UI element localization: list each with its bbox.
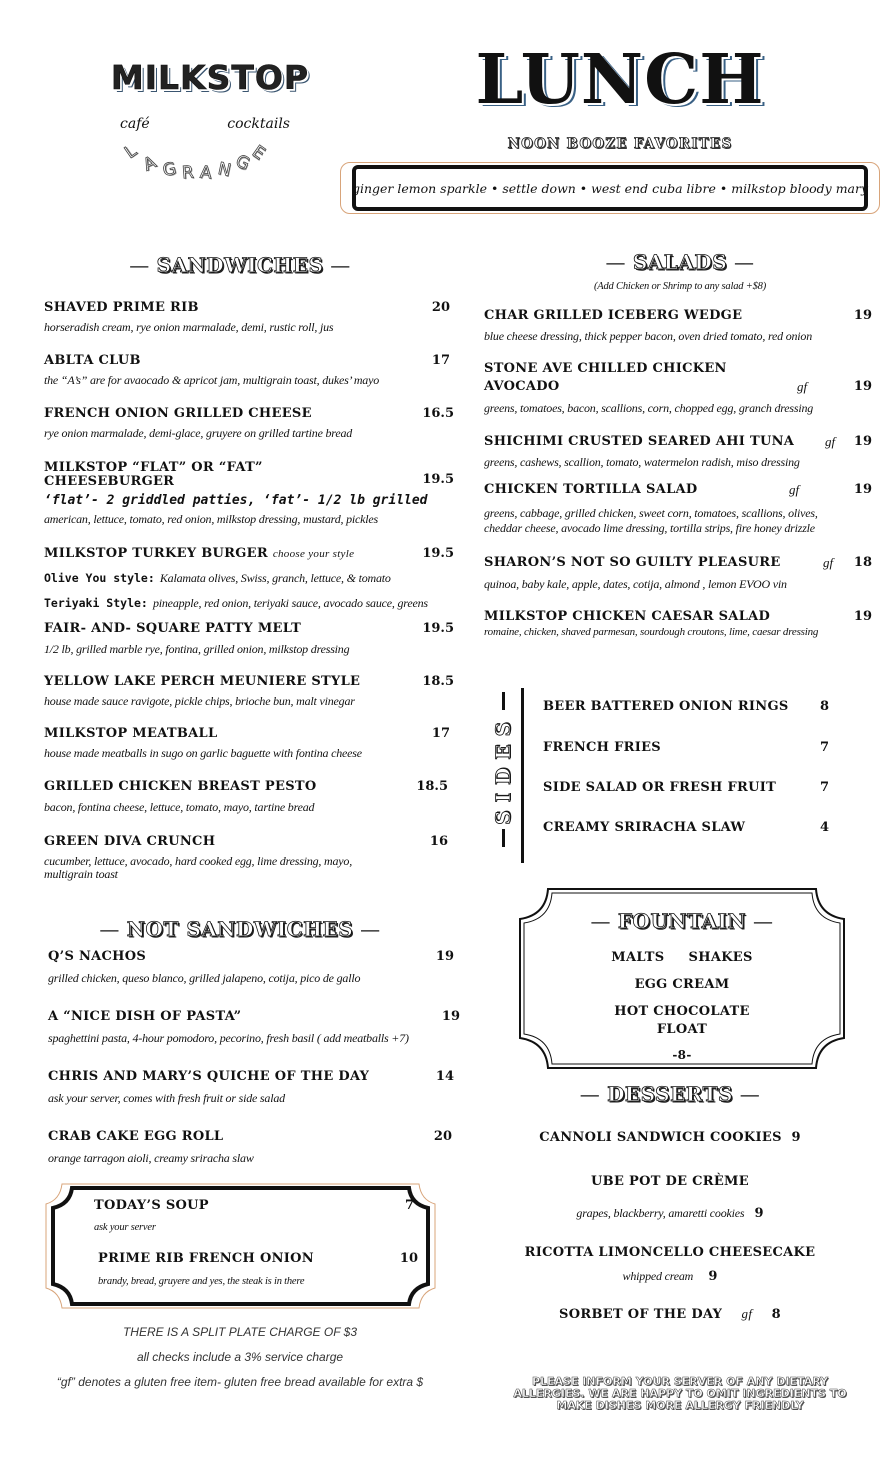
item-price: 18.5 bbox=[422, 674, 454, 689]
item-price: 19.5 bbox=[422, 472, 454, 487]
soup-item bbox=[94, 1199, 414, 1234]
item-price: 19 bbox=[853, 434, 872, 449]
drinks-list: ginger lemon sparkle • settle down • west end cuba libre • milkstop bloody mary bbox=[351, 180, 869, 196]
location-letter: A bbox=[140, 152, 160, 176]
side-item bbox=[543, 741, 833, 755]
style-desc: Kalamata olives, Swiss, granch, lettuce, & tomato bbox=[159, 571, 391, 585]
section-heading-fountain bbox=[518, 909, 846, 933]
fountain-item: MALTS SHAKES bbox=[611, 950, 753, 965]
item-desc: the “A’s” are for avaocado & apricot jam, multigrain toast, dukes’ mayo bbox=[44, 373, 380, 387]
item-price: 4 bbox=[819, 820, 829, 835]
item-name: MILKSTOP “FLAT” OR “FAT” bbox=[44, 460, 263, 475]
heading-text: DESSERTS bbox=[607, 1082, 733, 1106]
item-price: 20 bbox=[433, 1129, 452, 1144]
fountain-item: FLOAT bbox=[656, 1022, 708, 1037]
item-desc: american, lettuce, tomato, red onion, milkstop dressing, mustard, pickles bbox=[44, 512, 379, 526]
dessert-detail bbox=[480, 1265, 860, 1284]
menu-item bbox=[484, 362, 874, 415]
location-arc bbox=[118, 140, 278, 186]
menu-item bbox=[48, 950, 458, 985]
dessert-item bbox=[480, 1307, 860, 1322]
dash-left: — bbox=[129, 253, 157, 277]
item-price: 18 bbox=[853, 555, 872, 570]
item-name-line2: AVOCADO bbox=[484, 379, 560, 394]
item-price: 19 bbox=[853, 308, 872, 323]
menu-item bbox=[44, 835, 454, 881]
item-desc-line2: cheddar cheese, avocado lime dressing, tortilla strips, fire honey drizzle bbox=[484, 521, 815, 535]
side-item bbox=[543, 781, 833, 795]
style-label: Olive You style: bbox=[44, 571, 155, 585]
item-desc: blue cheese dressing, thick pepper bacon, oven dried tomato, red onion bbox=[484, 329, 813, 343]
sides-vertical-heading bbox=[488, 692, 518, 862]
dash-left: — bbox=[590, 909, 618, 933]
brand-logo: MILKSTOP bbox=[110, 58, 310, 97]
item-desc: brandy, bread, gruyere and yes, the steak is in there bbox=[98, 1276, 305, 1287]
item-desc: greens, cashews, scallion, tomato, watermelon radish, miso dressing bbox=[484, 455, 800, 469]
location-letter: A bbox=[199, 162, 213, 184]
item-price: 16.5 bbox=[422, 406, 454, 421]
location-letter: L bbox=[121, 141, 141, 163]
dessert-item bbox=[480, 1131, 860, 1145]
item-name: CHICKEN TORTILLA SALAD bbox=[484, 482, 698, 497]
item-subtitle: ‘flat’- 2 griddled patties, ‘fat’- 1/2 lb grilled bbox=[44, 493, 428, 508]
tagline-cafe: café bbox=[120, 116, 150, 132]
footnote-service-charge: all checks include a 3% service charge bbox=[136, 1350, 344, 1364]
item-name: TODAY’S SOUP bbox=[94, 1198, 209, 1213]
dessert-item: UBE POT DE CRÈME bbox=[591, 1174, 749, 1189]
item-name: MILKSTOP TURKEY BURGER bbox=[44, 546, 268, 561]
dash-right: — bbox=[732, 1082, 761, 1106]
location-letter: G bbox=[161, 158, 179, 182]
item-desc: orange tarragon aioli, creamy sriracha slaw bbox=[48, 1151, 254, 1165]
menu-item bbox=[484, 556, 874, 591]
menu-item bbox=[48, 1070, 458, 1105]
frame-inner bbox=[352, 165, 868, 211]
gluten-free-badge: gf bbox=[797, 379, 808, 394]
item-price: 20 bbox=[431, 300, 450, 315]
allergy-line: PLEASE INFORM YOUR SERVER OF ANY DIETARY bbox=[531, 1375, 829, 1388]
item-name: CHRIS AND MARY’S QUICHE OF THE DAY bbox=[48, 1069, 370, 1084]
dash-left: — bbox=[605, 250, 633, 274]
menu-item bbox=[44, 727, 454, 760]
item-price: 8 bbox=[771, 1307, 781, 1322]
item-name: GRILLED CHICKEN BREAST PESTO bbox=[44, 779, 317, 794]
gluten-free-badge: gf bbox=[741, 1306, 753, 1321]
item-desc: ask your server bbox=[94, 1222, 156, 1233]
dash-right: — bbox=[746, 909, 774, 933]
heading-text: SANDWICHES bbox=[156, 253, 324, 277]
item-desc: house made meatballs in sugo on garlic baguette with fontina cheese bbox=[44, 746, 362, 760]
item-price: 10 bbox=[399, 1251, 418, 1266]
item-desc: spaghettini pasta, 4-hour pomodoro, pecorino, fresh basil ( add meatballs +7) bbox=[48, 1031, 409, 1045]
menu-item bbox=[44, 407, 454, 440]
item-name: CRAB CAKE EGG ROLL bbox=[48, 1129, 224, 1144]
item-price: 7 bbox=[404, 1198, 414, 1213]
item-desc: horseradish cream, rye onion marmalade, demi, rustic roll, jus bbox=[44, 320, 334, 334]
item-desc: bacon, fontina cheese, lettuce, tomato, mayo, tartine bread bbox=[44, 800, 315, 814]
allergy-notice bbox=[480, 1376, 880, 1412]
item-name: YELLOW LAKE PERCH MEUNIERE STYLE bbox=[44, 674, 361, 689]
item-price: 14 bbox=[435, 1069, 454, 1084]
item-name: Q’S NACHOS bbox=[48, 949, 147, 964]
gluten-free-badge: gf bbox=[789, 482, 800, 497]
brand-tagline bbox=[120, 116, 290, 132]
item-name: FRENCH ONION GRILLED CHEESE bbox=[44, 406, 312, 421]
dash-left: — bbox=[579, 1082, 608, 1106]
item-price: 7 bbox=[819, 780, 829, 795]
heading-text: NOT SANDWICHES bbox=[126, 917, 354, 941]
item-name: PRIME RIB FRENCH ONION bbox=[98, 1251, 314, 1266]
item-price: 9 bbox=[754, 1206, 764, 1221]
item-name: FAIR- AND- SQUARE PATTY MELT bbox=[44, 621, 302, 636]
location-letter: E bbox=[248, 141, 269, 165]
item-name-line2: CHEESEBURGER bbox=[44, 474, 175, 489]
dessert-detail bbox=[480, 1202, 860, 1221]
item-price: 7 bbox=[819, 740, 829, 755]
item-name: CANNOLI SANDWICH COOKIES bbox=[539, 1130, 782, 1145]
item-price: 19 bbox=[441, 1009, 460, 1024]
item-name: SIDE SALAD OR FRESH FRUIT bbox=[543, 780, 777, 795]
item-desc: 1/2 lb, grilled marble rye, fontina, grilled onion, milkstop dressing bbox=[44, 642, 350, 656]
footnote-gluten-free: “gf” denotes a gluten free item- gluten free bread available for extra $ bbox=[56, 1375, 424, 1389]
item-price: 17 bbox=[431, 726, 450, 741]
heading-text: SIDES bbox=[491, 714, 515, 825]
menu-item bbox=[484, 309, 874, 343]
item-desc: rye onion marmalade, demi-glace, gruyere on grilled tartine bread bbox=[44, 426, 353, 440]
menu-item bbox=[44, 301, 454, 334]
item-price: 9 bbox=[791, 1130, 801, 1145]
item-desc: house made sauce ravigote, pickle chips, brioche bun, malt vinegar bbox=[44, 694, 355, 708]
item-desc: cucumber, lettuce, avocado, hard cooked egg, lime dressing, mayo, bbox=[44, 854, 353, 868]
gluten-free-badge: gf bbox=[823, 555, 834, 570]
item-name: MILKSTOP CHICKEN CAESAR SALAD bbox=[484, 609, 771, 624]
soup-item bbox=[98, 1252, 418, 1288]
menu-item bbox=[48, 1010, 460, 1045]
item-price: 19 bbox=[853, 482, 872, 497]
item-name: SORBET OF THE DAY bbox=[559, 1307, 723, 1322]
item-name: ABLTA CLUB bbox=[44, 353, 141, 368]
booze-frame bbox=[340, 162, 880, 214]
item-price: 19 bbox=[853, 379, 872, 394]
menu-title: LUNCH bbox=[475, 40, 765, 120]
item-name: CREAMY SRIRACHA SLAW bbox=[543, 820, 746, 835]
fountain-price: -8- bbox=[672, 1048, 692, 1062]
section-heading-salads bbox=[480, 250, 880, 274]
section-heading-sandwiches bbox=[40, 253, 440, 277]
item-price: 8 bbox=[819, 699, 829, 714]
menu-item bbox=[44, 461, 454, 526]
item-price: 9 bbox=[708, 1269, 718, 1284]
soup-box bbox=[44, 1182, 437, 1310]
style-label: Teriyaki Style: bbox=[44, 596, 148, 610]
location-letter: N bbox=[216, 158, 233, 182]
item-price: 16 bbox=[429, 834, 448, 849]
menu-item bbox=[44, 547, 454, 611]
item-name: GREEN DIVA CRUNCH bbox=[44, 834, 216, 849]
item-name: STONE AVE CHILLED CHICKEN bbox=[484, 361, 727, 376]
style-desc: pineapple, red onion, teriyaki sauce, avocado sauce, greens bbox=[152, 596, 428, 610]
menu-item bbox=[44, 622, 454, 656]
item-desc: romaine, chicken, shaved parmesan, sourdough croutons, lime, caesar dressing bbox=[484, 626, 819, 638]
menu-item bbox=[44, 354, 454, 387]
fountain-item: EGG CREAM bbox=[634, 977, 730, 992]
menu-item bbox=[44, 675, 454, 708]
item-note: choose your style bbox=[272, 548, 355, 560]
section-heading-desserts bbox=[480, 1082, 860, 1106]
item-desc: greens, tomatoes, bacon, scallions, corn, chopped egg, granch dressing bbox=[484, 401, 814, 415]
fountain-item: HOT CHOCOLATE bbox=[614, 1004, 750, 1019]
location-letter: G bbox=[232, 151, 253, 175]
item-name: SHARON’S NOT SO GUILTY PLEASURE bbox=[484, 555, 781, 570]
item-price: 19 bbox=[435, 949, 454, 964]
item-desc: grapes, blackberry, amaretti cookies bbox=[576, 1206, 745, 1220]
sides-divider bbox=[521, 688, 524, 863]
menu-item bbox=[484, 610, 874, 639]
section-heading-not-sandwiches bbox=[40, 917, 440, 941]
dash-right: — bbox=[323, 253, 351, 277]
item-price: 19.5 bbox=[422, 621, 454, 636]
booze-subtitle: NOON BOOZE FAVORITES bbox=[507, 136, 733, 152]
menu-item bbox=[484, 483, 874, 535]
item-name: SHICHIMI CRUSTED SEARED AHI TUNA bbox=[484, 434, 795, 449]
item-name: SHAVED PRIME RIB bbox=[44, 300, 199, 315]
item-desc: grilled chicken, queso blanco, grilled jalapeno, cotija, pico de gallo bbox=[48, 971, 361, 985]
style-option bbox=[44, 567, 454, 586]
item-name: BEER BATTERED ONION RINGS bbox=[543, 699, 789, 714]
item-name: A “NICE DISH OF PASTA” bbox=[48, 1009, 242, 1024]
heading-text: SALADS bbox=[632, 250, 728, 274]
tagline-cocktails: cocktails bbox=[227, 116, 290, 132]
dash-right: — bbox=[727, 250, 755, 274]
gluten-free-badge: gf bbox=[825, 434, 836, 449]
dash-right: — bbox=[353, 917, 381, 941]
footnote-split-plate: THERE IS A SPLIT PLATE CHARGE OF $3 bbox=[122, 1325, 358, 1339]
side-item bbox=[543, 821, 833, 835]
item-price: 18.5 bbox=[416, 779, 448, 794]
item-name: MILKSTOP MEATBALL bbox=[44, 726, 218, 741]
menu-item bbox=[48, 1130, 458, 1165]
fountain-box bbox=[518, 887, 846, 1070]
divider bbox=[502, 692, 505, 710]
divider bbox=[502, 829, 505, 847]
item-price: 19 bbox=[853, 609, 872, 624]
item-name: CHAR GRILLED ICEBERG WEDGE bbox=[484, 308, 743, 323]
item-name: FRENCH FRIES bbox=[543, 740, 661, 755]
item-desc-line2: multigrain toast bbox=[44, 867, 118, 881]
menu-item bbox=[44, 780, 454, 814]
item-desc: ask your server, comes with fresh fruit or side salad bbox=[48, 1091, 285, 1105]
item-price: 17 bbox=[431, 353, 450, 368]
heading-text: FOUNTAIN bbox=[617, 909, 747, 933]
item-desc: whipped cream bbox=[622, 1269, 694, 1283]
item-desc: quinoa, baby kale, apple, dates, cotija, almond , lemon EVOO vin bbox=[484, 577, 787, 591]
allergy-line: MAKE DISHES MORE ALLERGY FRIENDLY bbox=[556, 1399, 804, 1412]
dessert-item: RICOTTA LIMONCELLO CHEESECAKE bbox=[524, 1245, 816, 1260]
item-price: 19.5 bbox=[422, 546, 454, 561]
dash-left: — bbox=[99, 917, 127, 941]
side-item bbox=[543, 700, 833, 714]
style-option bbox=[44, 592, 454, 611]
allergy-line: ALLERGIES. WE ARE HAPPY TO OMIT INGREDIENTS TO bbox=[513, 1387, 847, 1400]
location-letter: R bbox=[181, 162, 195, 184]
menu-item bbox=[484, 435, 874, 469]
salads-note: (Add Chicken or Shrimp to any salad +$8) bbox=[593, 281, 767, 292]
item-desc: greens, cabbage, grilled chicken, sweet corn, tomatoes, scallions, olives, bbox=[484, 506, 818, 520]
